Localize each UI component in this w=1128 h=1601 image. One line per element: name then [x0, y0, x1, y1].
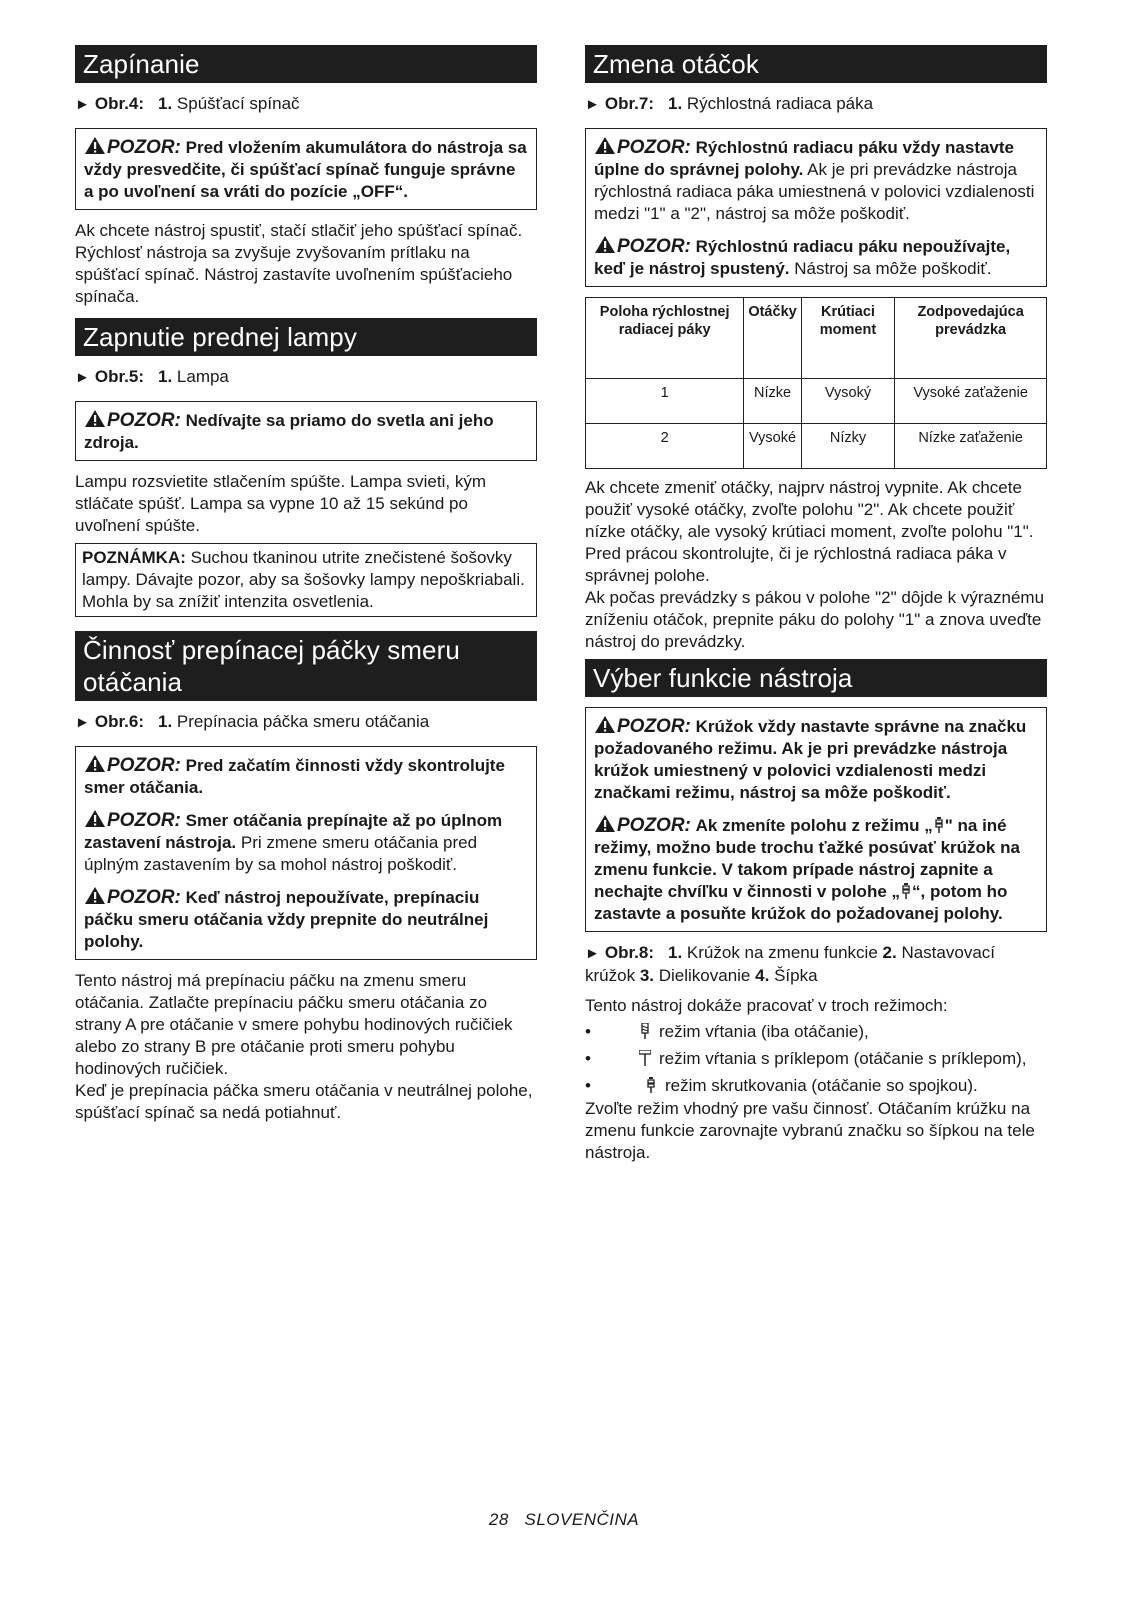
figure-reference: ► Obr.5: 1. Lampa — [75, 367, 229, 386]
page-number: 28 — [488, 1510, 509, 1529]
arrow-icon: ► — [585, 945, 600, 962]
warning-triangle-icon — [84, 886, 106, 905]
section-title-zapinanie: Zapínanie — [75, 45, 537, 83]
table-cell: Nízky — [801, 424, 895, 469]
table-cell: Vysoké zaťaženie — [895, 379, 1047, 424]
screwdriver-mode-icon — [645, 1077, 657, 1093]
caution-box: POZOR: Rýchlostnú radiacu páku vždy nastavte úplne do správnej polohy. Ak je pri prevádzke nástroja rýchlostná radiaca páka umiestnená v polovici vzdialenosti medzi "1" a "2", nástroj sa môže poškodiť. POZOR: Rýchlostnú radiacu páku nepoužívajte, keď je nástroj spustený. Nástroj sa môže poškodiť. — [585, 128, 1047, 287]
table-row — [586, 424, 1047, 469]
caution-box: POZOR: Pred začatím činnosti vždy skontrolujte smer otáčania. POZOR: Smer otáčania prepínajte až po úplnom zastavení nástroja. Pri zmene smeru otáčania pred úplným zastavením by sa mohol nástroj poškodiť. POZOR: Keď nástroj nepoužívate, prepínaciu páčku smeru otáčania vždy prepnite do neutrálnej polohy. — [75, 746, 537, 960]
warning-triangle-icon — [84, 409, 106, 428]
figure-reference: ► Obr.7: 1. Rýchlostná radiaca páka — [585, 94, 874, 113]
table-header: Poloha rýchlostnej radiacej páky — [586, 298, 744, 379]
section-title-vyber-funkcie: Výber funkcie nástroja — [585, 659, 1047, 697]
page-footer — [0, 1510, 1128, 1530]
arrow-icon: ► — [75, 369, 90, 386]
paragraph: Ak chcete nástroj spustiť, stačí stlačiť jeho spúšťací spínač. Rýchlosť nástroja sa zvyšuje zvyšovaním prítlaku na spúšťací spínač. Nástroj zastavíte uvoľnením spúšťacieho spínača. — [75, 221, 523, 306]
paragraph: Lampu rozsvietite stlačením spúšte. Lampa svieti, kým stláčate spúšť. Lampa sa vypne 10 až 15 sekúnd po uvoľnení spúšte. — [75, 472, 486, 535]
table-cell: Vysoký — [801, 379, 895, 424]
paragraph: Ak chcete zmeniť otáčky, najprv nástroj vypnite. Ak chcete použiť vysoké otáčky, zvoľte polohu "2". Ak chcete použiť nízke otáčky, ale vysoký krútiaci moment, zvoľte polohu "1". Pred prácou skontrolujte, či je rýchlostná radiaca páka v správnej polohe. — [585, 478, 1034, 585]
mode-list — [585, 1021, 1047, 1097]
caution-box: POZOR: Nedívajte sa priamo do svetla ani jeho zdroja. — [75, 401, 537, 461]
warning-triangle-icon — [594, 715, 616, 734]
screwdriver-mode-icon — [933, 817, 945, 833]
warning-triangle-icon — [594, 235, 616, 254]
arrow-icon: ► — [75, 714, 90, 731]
section-title-smer-otacania: Činnosť prepínacej páčky smeru otáčania — [75, 631, 537, 701]
figure-reference: ► Obr.4: 1. Spúšťací spínač — [75, 94, 300, 113]
warning-triangle-icon — [594, 814, 616, 833]
paragraph: Tento nástroj dokáže pracovať v troch režimoch: — [585, 996, 948, 1015]
warning-triangle-icon — [84, 136, 106, 155]
table-header: Krútiaci moment — [801, 298, 895, 379]
caution-box: POZOR: Pred vložením akumulátora do nástroja sa vždy presvedčite, či spúšťací spínač funguje správne a po uvoľnení sa vráti do pozície „OFF“. — [75, 128, 537, 210]
paragraph: Ak počas prevádzky s pákou v polohe "2" dôjde k výraznému zníženiu otáčok, prepnite páku do polohy "1" a znova uveďte nástroj do prevádzky. — [585, 588, 1045, 651]
left-column — [75, 45, 537, 1130]
caution-box: POZOR: Krúžok vždy nastavte správne na značku požadovaného režimu. Ak je pri prevádzke nástroja krúžok umiestnený v polovici vzdialenosti medzi značkami režimu, nástroj sa môže poškodiť. POZOR: Ak zmeníte polohu z režimu „ " na iné režimy, možno bude trochu ťažké posúvať krúžok na zmenu funkcie. V takom prípade nástroj zapnite a nechajte chvíľku v činnosti v polohe „ “, potom ho zastavte a posuňte krúžok do požadovanej polohy. — [585, 707, 1047, 932]
table-cell: Nízke — [744, 379, 801, 424]
table-header: Zodpovedajúca prevádzka — [895, 298, 1047, 379]
right-column — [585, 45, 1047, 1170]
arrow-icon: ► — [75, 96, 90, 113]
list-item: • režim vŕtania s príklepom (otáčanie s príklepom), — [585, 1049, 1027, 1068]
screwdriver-mode-icon — [900, 883, 912, 899]
table-cell: 1 — [586, 379, 744, 424]
list-item: • režim skrutkovania (otáčanie so spojkou). — [585, 1076, 978, 1095]
warning-triangle-icon — [84, 754, 106, 773]
warning-triangle-icon — [594, 136, 616, 155]
drill-mode-icon — [639, 1023, 651, 1039]
table-row — [586, 379, 1047, 424]
paragraph: Keď je prepínacia páčka smeru otáčania v neutrálnej polohe, spúšťací spínač sa nedá potiahnuť. — [75, 1081, 533, 1122]
language-label: SLOVENČINA — [524, 1510, 640, 1529]
speed-table — [585, 297, 1047, 469]
section-title-lampa: Zapnutie prednej lampy — [75, 318, 537, 356]
table-header-row — [586, 298, 1047, 379]
table-cell: 2 — [586, 424, 744, 469]
figure-reference: ► Obr.8: 1. Krúžok na zmenu funkcie 2. Nastavovací krúžok 3. Dielikovanie 4. Šípka — [585, 943, 995, 985]
list-item: • režim vŕtania (iba otáčanie), — [585, 1022, 869, 1041]
table-cell: Vysoké — [744, 424, 801, 469]
section-title-zmena-otacok: Zmena otáčok — [585, 45, 1047, 83]
paragraph: Zvoľte režim vhodný pre vašu činnosť. Otáčaním krúžku na zmenu funkcie zarovnajte vybranú značku so šípkou na tele nástroja. — [585, 1099, 1035, 1162]
figure-reference: ► Obr.6: 1. Prepínacia páčka smeru otáčania — [75, 712, 430, 731]
note-box: POZNÁMKA: Suchou tkaninou utrite znečistené šošovky lampy. Dávajte pozor, aby sa šošovky lampy nepoškriabali. Mohla by sa znížiť intenzita osvetlenia. — [75, 543, 537, 617]
table-cell: Nízke zaťaženie — [895, 424, 1047, 469]
hammer-mode-icon — [639, 1050, 651, 1066]
paragraph: Tento nástroj má prepínaciu páčku na zmenu smeru otáčania. Zatlačte prepínaciu páčku smeru otáčania zo strany A pre otáčanie v smere pohybu hodinových ručičiek alebo zo strany B pre otáčanie proti smeru pohybu hodinových ručičiek. — [75, 971, 513, 1078]
warning-triangle-icon — [84, 809, 106, 828]
arrow-icon: ► — [585, 96, 600, 113]
table-header: Otáčky — [744, 298, 801, 379]
